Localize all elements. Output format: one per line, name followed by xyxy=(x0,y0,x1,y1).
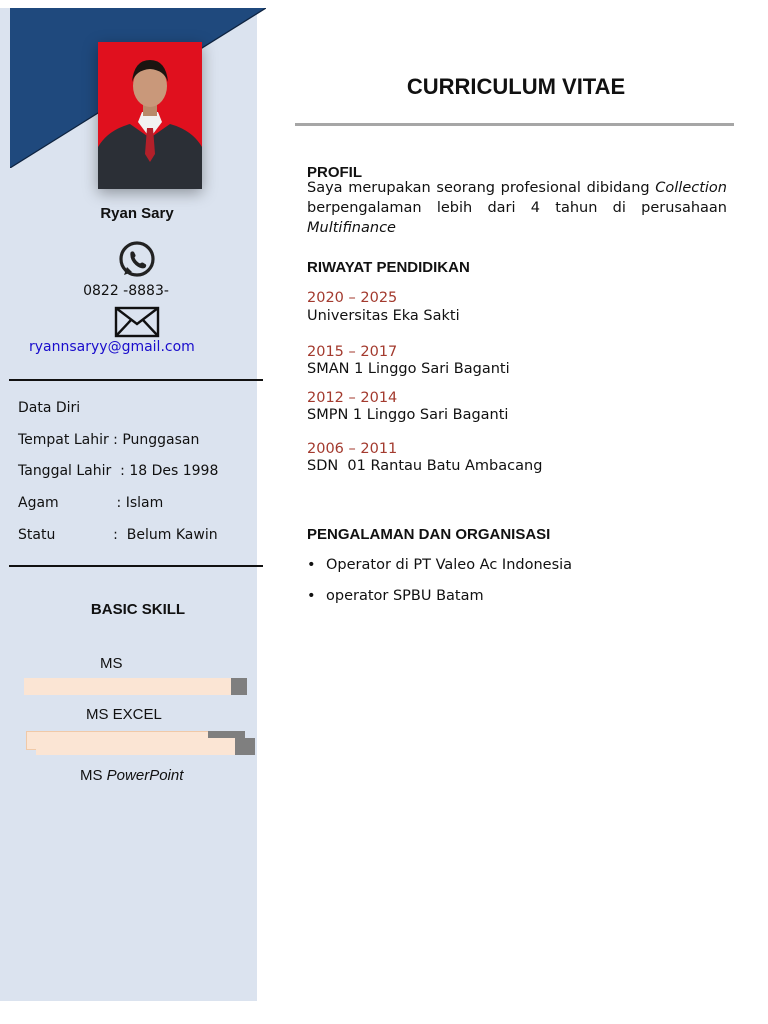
experience-text: Operator di PT Valeo Ac Indonesia xyxy=(326,557,573,573)
info-status: Statu : Belum Kawin xyxy=(18,527,218,543)
sidebar-divider xyxy=(9,565,263,567)
skill-bar-end xyxy=(231,678,247,695)
skill-label-powerpoint xyxy=(80,767,183,784)
info-religion: Agam : Islam xyxy=(18,495,164,511)
education-years: 2020 – 2025 xyxy=(307,290,398,306)
profile-text-italic: Multifinance xyxy=(307,220,396,236)
skill-bar-powerpoint xyxy=(36,738,235,755)
skills-heading: BASIC SKILL xyxy=(90,601,186,618)
email-link[interactable]: ryannsaryy@gmail.com xyxy=(29,339,195,355)
skill-label-excel: MS EXCEL xyxy=(86,706,162,723)
bullet-icon: • xyxy=(307,557,316,573)
page-title: CURRICULUM VITAE xyxy=(406,74,626,99)
profile-text-part: berpengalaman lebih dari 4 tahun di perusahaan xyxy=(307,200,727,216)
bullet-icon: • xyxy=(307,588,316,604)
skill-prefix: MS xyxy=(80,767,107,784)
education-school: SDN 01 Rantau Batu Ambacang xyxy=(307,458,543,474)
profile-text xyxy=(307,178,727,238)
experience-text: operator SPBU Batam xyxy=(326,588,484,604)
profile-photo xyxy=(98,42,202,189)
education-heading: RIWAYAT PENDIDIKAN xyxy=(307,259,470,276)
skill-bar-end xyxy=(235,738,255,755)
sidebar-divider xyxy=(9,379,263,381)
education-years: 2015 – 2017 xyxy=(307,344,398,360)
education-school: SMAN 1 Linggo Sari Baganti xyxy=(307,361,510,377)
profile-text-italic: Collection xyxy=(655,180,727,196)
skill-bar-ms xyxy=(24,678,231,695)
list-item xyxy=(307,588,484,604)
education-school: SMPN 1 Linggo Sari Baganti xyxy=(307,407,509,423)
whatsapp-icon xyxy=(117,241,157,279)
profile-text-part: Saya merupakan seorang profesional dibidang xyxy=(307,180,656,196)
mail-icon xyxy=(114,306,160,338)
info-birthdate: Tanggal Lahir : 18 Des 1998 xyxy=(18,463,219,479)
info-heading: Data Diri xyxy=(18,400,81,416)
education-years: 2006 – 2011 xyxy=(307,441,398,457)
person-name: Ryan Sary xyxy=(100,205,174,222)
skill-italic: PowerPoint xyxy=(106,767,184,784)
title-divider xyxy=(295,123,734,126)
education-school: Universitas Eka Sakti xyxy=(307,308,460,324)
profile-heading: PROFIL xyxy=(307,164,362,181)
education-years: 2012 – 2014 xyxy=(307,390,398,406)
experience-heading: PENGALAMAN DAN ORGANISASI xyxy=(307,526,551,543)
list-item xyxy=(307,557,572,573)
phone-number: 0822 -8883- xyxy=(83,283,169,299)
skill-label-ms: MS xyxy=(100,655,123,672)
info-birthplace: Tempat Lahir : Punggasan xyxy=(18,432,200,448)
